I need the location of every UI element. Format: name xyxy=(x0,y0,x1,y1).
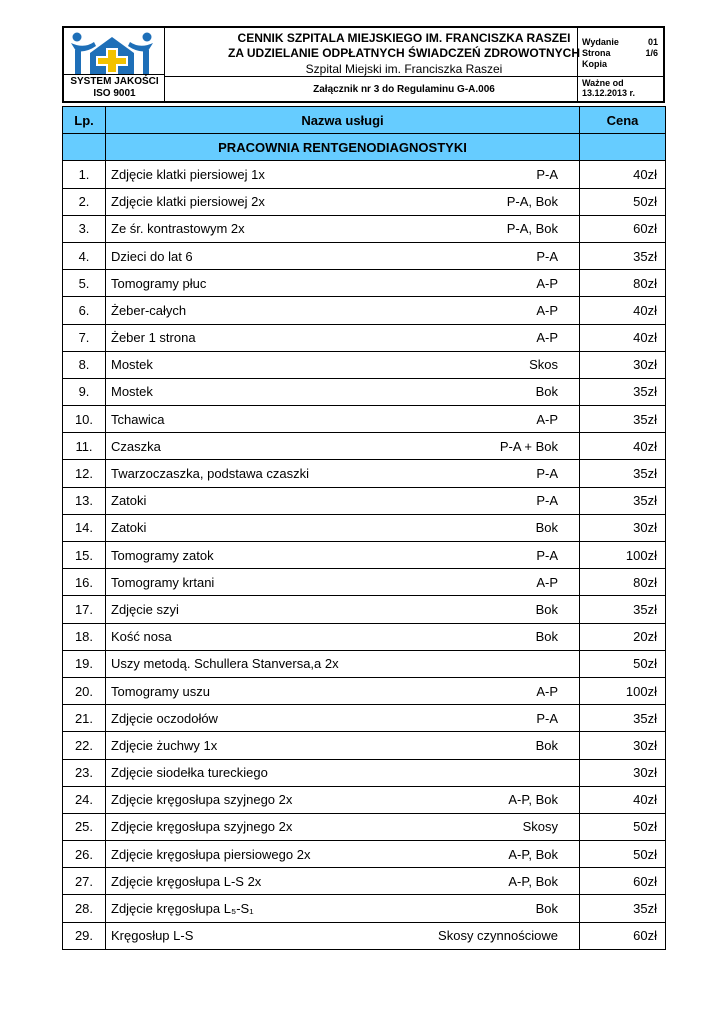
service-name: Zdjęcie kręgosłupa piersiowego 2x xyxy=(111,846,311,862)
service-cell xyxy=(106,460,580,487)
service-cell xyxy=(106,732,580,759)
service-name: Dzieci do lat 6 xyxy=(111,248,193,264)
service-price: 40zł xyxy=(580,297,666,324)
table-row xyxy=(63,868,666,895)
row-number: 25. xyxy=(63,813,106,840)
document-header xyxy=(62,26,665,103)
service-price: 50zł xyxy=(580,841,666,868)
table-row xyxy=(63,270,666,297)
table-row xyxy=(63,542,666,569)
section-cell-empty xyxy=(63,134,106,161)
table-row xyxy=(63,433,666,460)
service-name: Tchawica xyxy=(111,411,165,427)
quality-system-line1: SYSTEM JAKOŚCI xyxy=(70,76,159,87)
service-method: P-A + Bok xyxy=(499,438,558,454)
service-method: A-P xyxy=(536,574,558,590)
row-number: 7. xyxy=(63,324,106,351)
service-price: 60zł xyxy=(580,922,666,949)
table-row xyxy=(63,514,666,541)
page-value: 1/6 xyxy=(645,48,658,58)
row-number: 17. xyxy=(63,596,106,623)
service-cell xyxy=(106,922,580,949)
service-method: A-P, Bok xyxy=(508,846,558,862)
service-cell xyxy=(106,215,580,242)
service-cell xyxy=(106,188,580,215)
copy-label: Kopia xyxy=(582,59,608,69)
service-name: Żeber 1 strona xyxy=(111,330,196,346)
edition-label: Wydanie xyxy=(582,37,619,47)
service-name: Zdjęcie klatki piersiowej 1x xyxy=(111,166,265,182)
table-row xyxy=(63,242,666,269)
table-row xyxy=(63,677,666,704)
table-row xyxy=(63,351,666,378)
service-name: Zdjęcie kręgosłupa szyjnego 2x xyxy=(111,792,293,808)
table-row xyxy=(63,297,666,324)
service-price: 35zł xyxy=(580,895,666,922)
service-method: P-A xyxy=(536,248,558,264)
service-name: Zatoki xyxy=(111,520,147,536)
service-price: 35zł xyxy=(580,242,666,269)
service-name: Twarzoczaszka, podstawa czaszki xyxy=(111,466,309,482)
service-name: Zdjęcie szyi xyxy=(111,601,179,617)
row-number: 18. xyxy=(63,623,106,650)
column-header-lp: Lp. xyxy=(63,107,106,134)
service-cell xyxy=(106,297,580,324)
row-number: 3. xyxy=(63,215,106,242)
service-name: Tomogramy uszu xyxy=(111,683,210,699)
row-number: 22. xyxy=(63,732,106,759)
row-number: 11. xyxy=(63,433,106,460)
row-number: 2. xyxy=(63,188,106,215)
column-header-price: Cena xyxy=(580,107,666,134)
service-method: A-P xyxy=(536,683,558,699)
service-name: Zdjęcie oczodołów xyxy=(111,710,218,726)
table-row xyxy=(63,841,666,868)
service-cell xyxy=(106,161,580,188)
page-label: Strona xyxy=(582,48,611,58)
service-cell xyxy=(106,378,580,405)
service-cell xyxy=(106,813,580,840)
service-price: 30zł xyxy=(580,732,666,759)
service-cell xyxy=(106,433,580,460)
service-name: Zdjęcie klatki piersiowej 2x xyxy=(111,194,265,210)
table-row xyxy=(63,460,666,487)
table-row xyxy=(63,324,666,351)
service-name: Zdjęcie kręgosłupa L-S 2x xyxy=(111,873,262,889)
service-price: 60zł xyxy=(580,215,666,242)
row-number: 14. xyxy=(63,514,106,541)
table-row xyxy=(63,705,666,732)
service-name: Tomogramy płuc xyxy=(111,275,207,291)
table-row xyxy=(63,922,666,949)
service-method: Skosy xyxy=(522,819,558,835)
service-name: Kręgosłup L-S xyxy=(111,928,194,944)
table-header-row xyxy=(63,107,666,134)
service-name: Czaszka xyxy=(111,438,161,454)
service-price: 30zł xyxy=(580,759,666,786)
service-method: Bok xyxy=(535,629,558,645)
table-row xyxy=(63,786,666,813)
service-name: Tomogramy krtani xyxy=(111,574,215,590)
service-cell xyxy=(106,841,580,868)
service-price: 30zł xyxy=(580,351,666,378)
service-price: 40zł xyxy=(580,786,666,813)
service-method: Bok xyxy=(535,601,558,617)
row-number: 15. xyxy=(63,542,106,569)
row-number: 20. xyxy=(63,677,106,704)
table-row xyxy=(63,161,666,188)
service-method: P-A xyxy=(536,466,558,482)
service-name: Kość nosa xyxy=(111,629,172,645)
service-cell xyxy=(106,786,580,813)
service-method: P-A, Bok xyxy=(506,221,558,237)
service-price: 35zł xyxy=(580,406,666,433)
service-price: 80zł xyxy=(580,270,666,297)
table-row xyxy=(63,813,666,840)
row-number: 10. xyxy=(63,406,106,433)
edition-value: 01 xyxy=(647,37,658,47)
table-row xyxy=(63,759,666,786)
service-method: Skosy czynnościowe xyxy=(438,928,558,944)
section-cell-empty xyxy=(580,134,666,161)
row-number: 9. xyxy=(63,378,106,405)
service-cell xyxy=(106,705,580,732)
column-header-name: Nazwa usługi xyxy=(106,107,580,134)
document-title-line1: CENNIK SZPITALA MIEJSKIEGO IM. FRANCISZKA RASZEI xyxy=(237,31,571,45)
service-price: 50zł xyxy=(580,188,666,215)
service-method: A-P, Bok xyxy=(508,873,558,889)
quality-system-line2: ISO 9001 xyxy=(93,88,136,99)
service-method: P-A xyxy=(536,493,558,509)
row-number: 12. xyxy=(63,460,106,487)
document-title-line2: ZA UDZIELANIE ODPŁATNYCH ŚWIADCZEŃ ZDROWOTNYCH xyxy=(228,46,580,60)
price-table xyxy=(62,106,666,950)
service-cell xyxy=(106,868,580,895)
service-method: P-A xyxy=(536,166,558,182)
service-cell xyxy=(106,242,580,269)
service-cell xyxy=(106,406,580,433)
service-cell xyxy=(106,596,580,623)
service-cell xyxy=(106,650,580,677)
service-name: Ze śr. kontrastowym 2x xyxy=(111,221,245,237)
service-cell xyxy=(106,351,580,378)
service-method: Skos xyxy=(529,357,558,373)
row-number: 28. xyxy=(63,895,106,922)
row-number: 21. xyxy=(63,705,106,732)
service-cell xyxy=(106,270,580,297)
service-cell xyxy=(106,487,580,514)
table-row xyxy=(63,215,666,242)
service-price: 35zł xyxy=(580,705,666,732)
section-row xyxy=(63,134,666,161)
service-price: 35zł xyxy=(580,487,666,514)
service-method: A-P xyxy=(536,302,558,318)
row-number: 1. xyxy=(63,161,106,188)
service-price: 40zł xyxy=(580,324,666,351)
row-number: 23. xyxy=(63,759,106,786)
annex-reference: Załącznik nr 3 do Regulaminu G-A.006 xyxy=(313,84,495,95)
service-name: Zdjęcie żuchwy 1x xyxy=(111,737,218,753)
service-cell xyxy=(106,514,580,541)
service-method: Bok xyxy=(535,384,558,400)
service-price: 30zł xyxy=(580,514,666,541)
hospital-name: Szpital Miejski im. Franciszka Raszei xyxy=(305,62,503,76)
service-name: Żeber-całych xyxy=(111,302,187,318)
service-price: 20zł xyxy=(580,623,666,650)
table-row xyxy=(63,650,666,677)
service-method: P-A xyxy=(536,710,558,726)
service-cell xyxy=(106,623,580,650)
row-number: 24. xyxy=(63,786,106,813)
row-number: 16. xyxy=(63,569,106,596)
service-name: Tomogramy zatok xyxy=(111,547,214,563)
service-price: 35zł xyxy=(580,378,666,405)
service-name: Mostek xyxy=(111,357,153,373)
service-method: Bok xyxy=(535,737,558,753)
service-method: A-P xyxy=(536,330,558,346)
service-name: Uszy metodą. Schullera Stanversa,a 2x xyxy=(111,656,339,672)
row-number: 19. xyxy=(63,650,106,677)
service-price: 40zł xyxy=(580,161,666,188)
table-row xyxy=(63,732,666,759)
header-divider xyxy=(164,76,663,77)
table-row xyxy=(63,569,666,596)
service-price: 35zł xyxy=(580,596,666,623)
quality-system-label xyxy=(64,76,165,100)
service-price: 35zł xyxy=(580,460,666,487)
service-method: Bok xyxy=(535,901,558,917)
table-row xyxy=(63,406,666,433)
service-cell xyxy=(106,759,580,786)
row-number: 13. xyxy=(63,487,106,514)
service-name: Zdjęcie kręgosłupa L₅-S₁ xyxy=(111,901,254,917)
service-method: P-A xyxy=(536,547,558,563)
service-method: P-A, Bok xyxy=(506,194,558,210)
service-price: 100zł xyxy=(580,542,666,569)
service-name: Zatoki xyxy=(111,493,147,509)
row-number: 26. xyxy=(63,841,106,868)
table-row xyxy=(63,623,666,650)
table-row xyxy=(63,895,666,922)
service-method: A-P xyxy=(536,411,558,427)
row-number: 4. xyxy=(63,242,106,269)
row-number: 6. xyxy=(63,297,106,324)
service-method: Bok xyxy=(535,520,558,536)
service-cell xyxy=(106,895,580,922)
row-number: 8. xyxy=(63,351,106,378)
row-number: 29. xyxy=(63,922,106,949)
row-number: 5. xyxy=(63,270,106,297)
service-name: Zdjęcie siodełka tureckiego xyxy=(111,765,268,781)
service-cell xyxy=(106,324,580,351)
service-price: 60zł xyxy=(580,868,666,895)
service-method: A-P xyxy=(536,275,558,291)
service-price: 100zł xyxy=(580,677,666,704)
valid-from-date: 13.12.2013 r. xyxy=(582,88,636,98)
service-price: 50zł xyxy=(580,813,666,840)
section-title: PRACOWNIA RENTGENODIAGNOSTYKI xyxy=(106,134,580,161)
table-row xyxy=(63,188,666,215)
row-number: 27. xyxy=(63,868,106,895)
service-method: A-P, Bok xyxy=(508,792,558,808)
service-name: Mostek xyxy=(111,384,153,400)
service-cell xyxy=(106,542,580,569)
service-price: 40zł xyxy=(580,433,666,460)
service-cell xyxy=(106,677,580,704)
service-cell xyxy=(106,569,580,596)
service-name: Zdjęcie kręgosłupa szyjnego 2x xyxy=(111,819,293,835)
valid-from-label: Ważne od xyxy=(582,78,624,88)
table-row xyxy=(63,378,666,405)
table-row xyxy=(63,596,666,623)
service-price: 80zł xyxy=(580,569,666,596)
service-price: 50zł xyxy=(580,650,666,677)
table-row xyxy=(63,487,666,514)
